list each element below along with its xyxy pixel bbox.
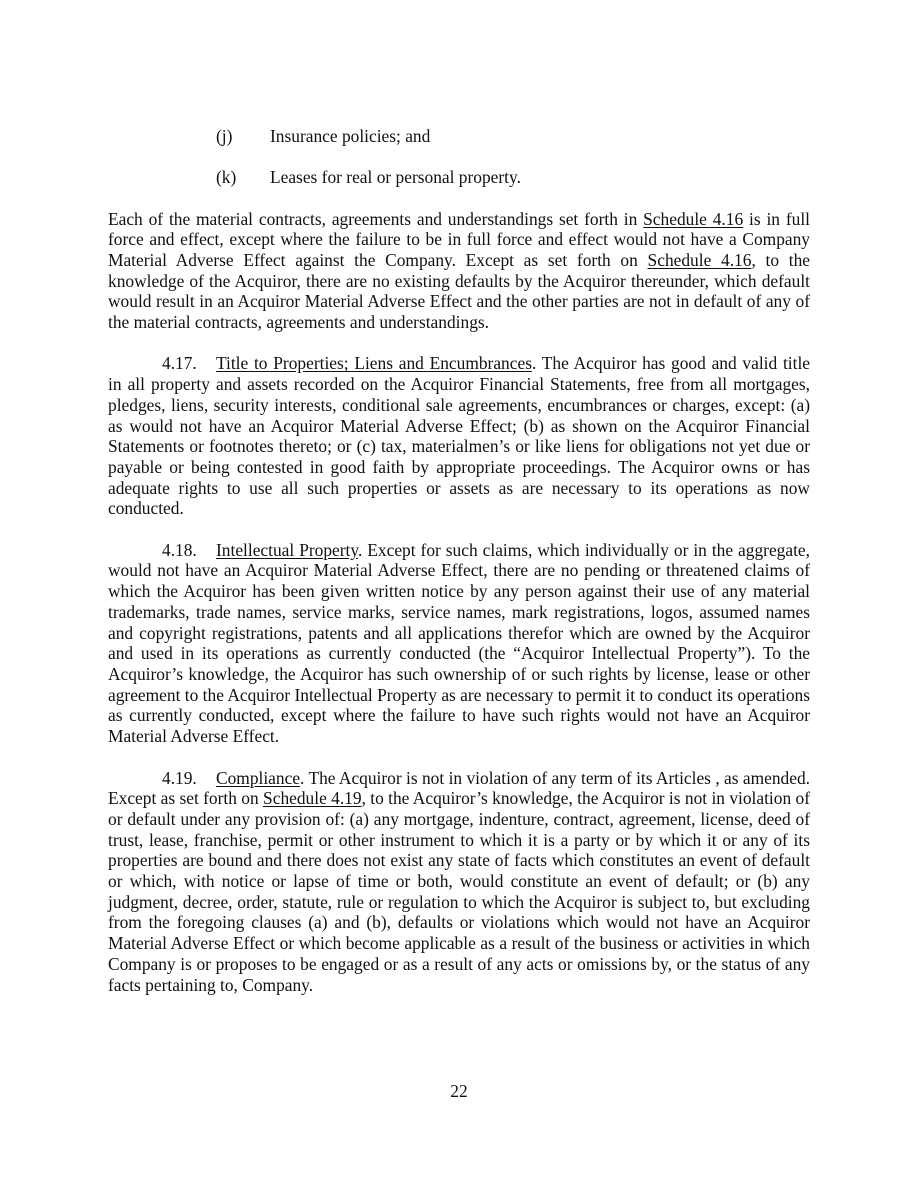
paragraph-text: , to the knowledge of the Acquiror, there are no existing defaults by the Acquiror thereunder, which default would result in an Acquiror Material Adverse Effect and the other parties are not in default of any of the material contracts, agreements and understandings.: [108, 249, 811, 333]
section-4-19: [108, 768, 810, 996]
section-body: . The Acquiror is not in violation of any term of its Articles , as amended. Except as set forth on: [108, 767, 810, 809]
section-number: 4.18.: [162, 539, 197, 560]
list-item-text: Insurance policies; and: [270, 126, 431, 146]
paragraph-text: Each of the material contracts, agreements and understandings set forth in: [108, 208, 644, 229]
section-body: . Except for such claims, which individually or in the aggregate, would not have an Acquiror Material Adverse Effect, there are no pending or threatened claims of which the Acquiror has been given written notice by any person against their use of any material trademarks, trade names, service marks, service names, mark registrations, logos, assumed names and copyright registrations, patents and all applications therefor which are owned by the Acquiror and used in its operations as currently conducted (the “Acquiror Intellectual Property”). To the Acquiror’s knowledge, the Acquiror has such ownership of or such rights by license, lease or other agreement to the Acquiror Intellectual Property as are necessary to permit it to conduct its operations as currently conducted, except where the failure to have such rights would not have an Acquiror Material Adverse Effect.: [108, 539, 810, 747]
schedule-reference: Schedule 4.16: [647, 249, 752, 270]
section-number: 4.19.: [162, 767, 197, 788]
material-contracts-paragraph: [108, 209, 810, 333]
list-item-text: Leases for real or personal property.: [270, 167, 521, 188]
section-4-18: [108, 540, 810, 747]
list-marker: (j): [216, 126, 233, 146]
section-title: Intellectual Property: [216, 539, 358, 560]
page-number: 22: [450, 1081, 468, 1101]
list-item-k: [108, 167, 810, 188]
list-item-j: [108, 126, 810, 147]
schedule-reference: Schedule 4.16: [643, 208, 744, 229]
section-body: . The Acquiror has good and valid title in all property and assets recorded on the Acquiror Financial Statements, free from all mortgages, pledges, liens, security interests, conditional sale agreements, encumbrances or charges, except: (a) as would not have an Acquiror Material Adverse Effect; (b) as shown on the Acquiror Financial Statements or footnotes thereto; or (c) tax, materialmen’s or like liens for obligations not yet due or payable or being contested in good faith by appropriate proceedings. The Acquiror owns or has adequate rights to use all such properties or assets as are necessary to its operations as now conducted.: [108, 353, 810, 519]
section-number: 4.17.: [162, 353, 197, 374]
section-body: , to the Acquiror’s knowledge, the Acquiror is not in violation of or default under any provision of: (a) any mortgage, indenture, contract, agreement, license, deed of trust, lease, franchise, permit or other instrument to which it is a party or by which it or any of its properties are bound and there does not exist any state of facts which constitutes an event of default or which, with notice or lapse of time or both, would constitute an event of default; or (b) any judgment, decree, order, statute, rule or regulation to which the Acquiror is subject to, but excluding from the foregoing clauses (a) and (b), defaults or violations which would not have an Acquiror Material Adverse Effect or which become applicable as a result of the business or activities in which Company is or proposes to be engaged or as a result of any acts or omissions by, or the status of any facts pertaining to, Company.: [108, 788, 810, 995]
section-4-17: [108, 353, 810, 519]
section-title: Title to Properties; Liens and Encumbrances: [216, 353, 532, 374]
schedule-reference: Schedule 4.19: [263, 788, 362, 809]
document-page: [108, 126, 810, 1016]
list-marker: (k): [216, 167, 237, 188]
paragraph-text: is in full force and effect, except where the failure to be in full force and effect would not have a Company Material Adverse Effect against the Company. Except as set forth on: [108, 208, 810, 270]
section-title: Compliance: [216, 767, 301, 788]
